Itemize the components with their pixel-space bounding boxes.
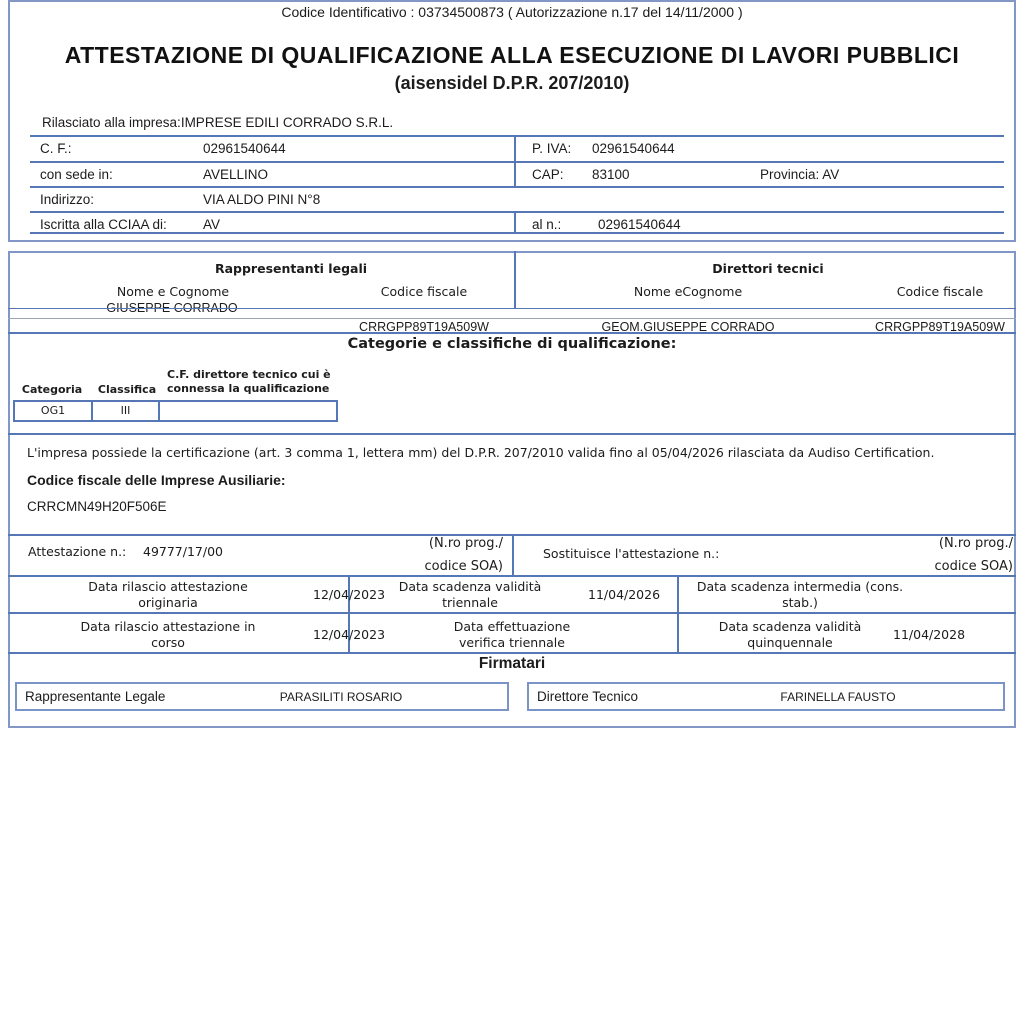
legal-representative-name: GIUSEPPE CORRADO <box>106 301 238 315</box>
cf-value: 02961540644 <box>203 141 286 156</box>
sede-label: con sede in: <box>40 167 113 182</box>
category-cell-categoria: OG1 <box>13 400 93 422</box>
document-subtitle: (aisensidel D.P.R. 207/2010) <box>394 73 630 93</box>
technical-director-name: GEOM.GIUSEPPE CORRADO <box>601 320 775 334</box>
divider-company-2 <box>30 161 1004 163</box>
legal-representative-cf: CRRGPP89T19A509W <box>359 320 489 334</box>
nro-prog-left-line2: codice SOA) <box>424 559 503 574</box>
category-cell-classifica: III <box>91 400 160 422</box>
legal-representatives-header: Rappresentanti legali <box>214 261 368 276</box>
quinquennale-date-value: 11/04/2028 <box>893 627 966 642</box>
nro-prog-right-line1: (N.ro prog./ <box>938 536 1013 551</box>
incorso-date-value: 12/04/2023 <box>313 627 386 642</box>
tech-signer-label: Direttore Tecnico <box>537 689 639 704</box>
quinquennale-date-label: Data scadenza validità quinquennale <box>718 619 862 650</box>
intermedia-date-label: Data scadenza intermedia (cons. stab.) <box>696 579 904 610</box>
divider-company-5 <box>30 232 1004 234</box>
piva-value: 02961540644 <box>592 141 675 156</box>
aln-label: al n.: <box>532 217 562 232</box>
indirizzo-label: Indirizzo: <box>40 192 95 207</box>
tech-cf-column: Codice fiscale <box>896 284 984 299</box>
divider-dates-bottom <box>8 652 1016 654</box>
sede-value: AVELLINO <box>203 167 269 182</box>
signers-section-title: Firmatari <box>478 655 546 672</box>
attestation-number-label: Attestazione n.: <box>28 544 127 559</box>
divider-attestation-row1-vertical <box>512 534 514 575</box>
piva-label: P. IVA: <box>532 141 572 156</box>
cf-label: C. F.: <box>40 141 72 156</box>
auxiliary-companies-label: Codice fiscale delle Imprese Ausiliarie: <box>27 472 286 488</box>
cf-direttore-column-header: C.F. direttore tecnico cui è connessa la qualificazione <box>167 368 331 395</box>
divider-company-4 <box>30 211 1004 213</box>
document-title: ATTESTAZIONE DI QUALIFICAZIONE ALLA ESECUZIONE DI LAVORI PUBBLICI <box>64 42 960 68</box>
divider-representatives-row-bottom <box>8 332 1016 334</box>
cap-label: CAP: <box>532 167 564 182</box>
cciaa-value: AV <box>203 217 221 232</box>
divider-dates-row2-top <box>8 612 1016 614</box>
divider-representatives-vertical <box>514 251 516 308</box>
auxiliary-companies-value: CRRCMN49H20F506E <box>27 499 167 514</box>
divider-representatives-row-top <box>8 308 1016 309</box>
cciaa-label: Iscritta alla CCIAA di: <box>40 217 167 232</box>
incorso-date-label: Data rilascio attestazione in corso <box>80 619 256 650</box>
orig-date-value: 12/04/2023 <box>313 587 386 602</box>
nro-prog-right-line2: codice SOA) <box>934 559 1013 574</box>
divider-dates-row1-top <box>8 575 1016 577</box>
legal-name-column: Nome e Cognome <box>116 284 230 299</box>
aln-value: 02961540644 <box>598 217 681 232</box>
verifica-date-label: Data effettuazione verifica triennale <box>453 619 571 650</box>
issued-to-row <box>42 115 393 130</box>
provincia-value: AV <box>822 167 840 182</box>
issued-to-label: Rilasciato alla impresa: <box>42 115 181 130</box>
categories-section-title: Categorie e classifiche di qualificazione: <box>347 336 677 352</box>
cap-value: 83100 <box>592 167 630 182</box>
triennale-date-value: 11/04/2026 <box>588 587 661 602</box>
attestation-number-value: 49777/17/00 <box>143 544 223 559</box>
replaces-attestation-label: Sostituisce l'attestazione n.: <box>543 546 720 561</box>
certification-text: L'impresa possiede la certificazione (art. 3 comma 1, lettera mm) del D.P.R. 207/2010 valida fino al 05/04/2026 rilasciata da Audiso Certification. <box>27 445 935 460</box>
nro-prog-left-line1: (N.ro prog./ <box>428 536 503 551</box>
categoria-column-header: Categoria <box>21 383 83 396</box>
provincia-label: Provincia: <box>760 167 820 182</box>
legal-cf-column: Codice fiscale <box>380 284 468 299</box>
tech-name-column: Nome eCognome <box>633 284 743 299</box>
technical-director-cf: CRRGPP89T19A509W <box>875 320 1005 334</box>
legal-signer-label: Rappresentante Legale <box>25 689 166 704</box>
legal-signer-name: PARASILITI ROSARIO <box>279 690 403 704</box>
tech-signer-name: FARINELLA FAUSTO <box>780 690 896 704</box>
codice-identificativo-line: Codice Identificativo : 03734500873 ( Autorizzazione n.17 del 14/11/2000 ) <box>281 4 743 20</box>
divider-certification-top <box>8 433 1016 435</box>
orig-date-label: Data rilascio attestazione originaria <box>88 579 248 610</box>
category-cell-cf-direttore <box>158 400 338 422</box>
technical-directors-header: Direttori tecnici <box>712 261 824 276</box>
divider-company-3 <box>30 186 1004 188</box>
issued-to-value: IMPRESE EDILI CORRADO S.R.L. <box>180 115 394 130</box>
divider-dates-vertical-2 <box>677 575 679 653</box>
divider-representatives-row-gray <box>8 318 1016 319</box>
indirizzo-value: VIA ALDO PINI N°8 <box>203 192 321 207</box>
divider-company-1 <box>30 135 1004 137</box>
provincia-row <box>760 167 839 182</box>
divider-company-vertical-bottom <box>514 211 516 233</box>
triennale-date-label: Data scadenza validità triennale <box>398 579 542 610</box>
classifica-column-header: Classifica <box>97 383 157 396</box>
